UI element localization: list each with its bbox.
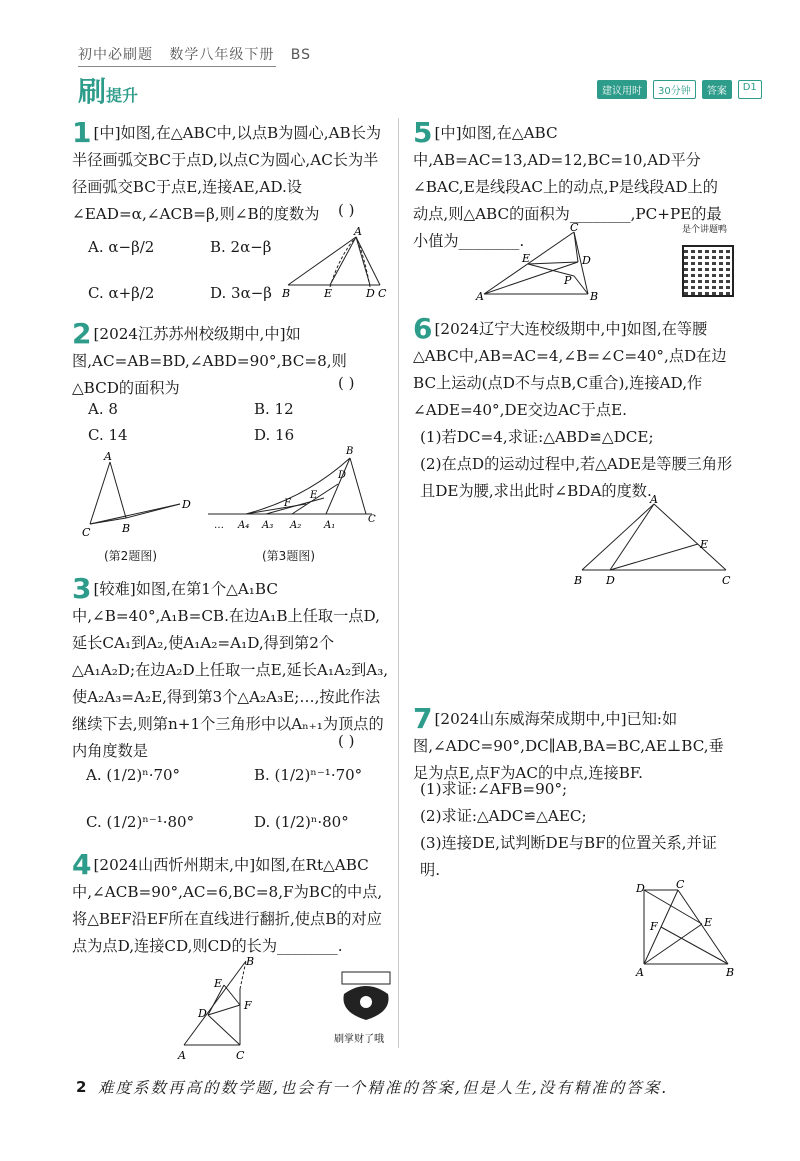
- question-text: [较难]如图,在第1个△A₁BC中,∠B=40°,A₁B=CB.在边A₁B上任取一点D,延长CA₁到A₂,使A₁A₂=A₁D,得到第2个△A₁A₂D;在边A₂D上任取一点E,延长A₁A₂到A₃,使A₂A₃=A₂E,得到第3个△A₂A₃E;…,按此作法继续下去,则第n+1个三角形中以Aₙ₊₁为顶点的内角度数是: [72, 580, 389, 760]
- q1-figure: [280, 225, 392, 305]
- svg-text:D: D: [366, 287, 375, 300]
- header-rule: [78, 66, 276, 67]
- question-text: [2024江苏苏州校级期中,中]如图,AC=AB=BD,∠ABD=90°,BC=8,则△BCD的面积为: [72, 325, 347, 397]
- footer-quote: 难度系数再高的数学题,也会有一个精准的答案,但是人生,没有精准的答案.: [98, 1079, 669, 1097]
- q6-figure: [572, 494, 742, 590]
- answer-paren: ( ): [338, 732, 355, 750]
- question-text: [中]如图,在△ABC中,以点B为圆心,AB长为半径画弧交BC于点D,以点C为圆心,AC长为半径画弧交BC于点E,连接AE,AD.设∠EAD=α,∠ACB=β,则∠B的度数为: [72, 124, 382, 223]
- qr-code[interactable]: [682, 245, 734, 297]
- svg-text:B: B: [282, 287, 291, 300]
- svg-text:D: D: [198, 1007, 207, 1020]
- svg-text:A₂: A₂: [290, 520, 302, 531]
- option-d: D. 16: [254, 426, 295, 444]
- svg-text:A: A: [476, 290, 484, 303]
- question-text: [2024山东威海荣成期中,中]已知:如图,∠ADC=90°,DC∥AB,BA=BC,AE⊥BC,垂足为点E,点F为AC的中点,连接BF.: [413, 710, 724, 782]
- svg-text:D: D: [606, 574, 615, 587]
- svg-text:B: B: [346, 446, 354, 457]
- option-a: A. (1/2)ⁿ·70°: [86, 766, 181, 784]
- option-c: C. α+β/2: [88, 284, 155, 302]
- question-number: 5: [413, 116, 433, 149]
- answer-badge: 答案: [702, 80, 732, 99]
- option-b: B. (1/2)ⁿ⁻¹·70°: [254, 766, 363, 784]
- svg-text:P: P: [564, 274, 572, 287]
- option-b: B. 12: [254, 400, 294, 418]
- question-number: 6: [413, 312, 433, 345]
- edition-label: BS: [290, 47, 311, 63]
- svg-text:B: B: [726, 966, 735, 979]
- sub-question-1: (1)求证:∠AFB=90°;: [420, 780, 568, 798]
- svg-text:A: A: [178, 1049, 186, 1062]
- svg-text:E: E: [310, 490, 318, 501]
- svg-text:B: B: [574, 574, 583, 587]
- brand-big: 刷: [78, 75, 107, 108]
- question-number: 7: [413, 702, 433, 735]
- q5-figure: [474, 222, 604, 306]
- svg-text:A₁: A₁: [324, 520, 336, 531]
- sub-question-1: (1)若DC=4,求证:△ABD≌△DCE;: [420, 428, 654, 446]
- column-divider: [398, 118, 399, 1048]
- svg-text:B: B: [246, 955, 255, 968]
- mascot-caption: 刷掌财了哦: [334, 1034, 384, 1045]
- option-a: A. 8: [88, 400, 118, 418]
- sub-question-2: (2)求证:△ADC≌△AEC;: [420, 807, 587, 825]
- qr-label: 是个讲题鸭: [682, 225, 728, 235]
- figure-caption-2: (第2题图): [104, 549, 157, 563]
- brand-small: 提升: [106, 86, 139, 105]
- svg-text:F: F: [650, 920, 658, 933]
- header-badges: [597, 80, 762, 99]
- svg-text:D: D: [338, 470, 347, 481]
- svg-text:E: E: [522, 252, 531, 265]
- svg-text:B: B: [122, 522, 131, 535]
- svg-text:A: A: [650, 494, 658, 506]
- option-b: B. 2α−β: [210, 238, 272, 256]
- svg-text:E: E: [704, 916, 713, 929]
- q2-figure: [80, 448, 200, 543]
- svg-text:C: C: [368, 514, 376, 525]
- q3-figure: [206, 442, 386, 537]
- question-4: [72, 848, 390, 960]
- svg-text:C: C: [722, 574, 731, 587]
- q4-figure: [176, 955, 266, 1063]
- brand-logo: [78, 70, 138, 110]
- svg-text:E: E: [214, 977, 223, 990]
- question-number: 3: [72, 572, 92, 605]
- svg-text:C: C: [236, 1049, 245, 1062]
- svg-text:A₃: A₃: [262, 520, 274, 531]
- svg-text:A: A: [354, 225, 362, 238]
- answer-paren: ( ): [338, 201, 355, 219]
- svg-text:…: …: [214, 520, 224, 531]
- option-d: D. 3α−β: [210, 284, 272, 302]
- svg-text:D: D: [182, 498, 191, 511]
- question-number: 1: [72, 116, 92, 149]
- svg-text:F: F: [284, 498, 291, 509]
- svg-text:A: A: [104, 450, 112, 463]
- svg-text:D: D: [636, 882, 645, 895]
- question-number: 4: [72, 848, 92, 881]
- option-a: A. α−β/2: [88, 238, 155, 256]
- time-badge: 30分钟: [653, 80, 696, 99]
- series-title: 初中必刷题: [78, 47, 153, 63]
- svg-text:A: A: [636, 966, 644, 979]
- question-text: [中]如图,在△ABC中,AB=AC=13,AD=12,BC=10,AD平分∠BAC,E是线段AC上的动点,P是线段AD上的动点,则△ABC的面积为________,PC+PE的最小值为________.: [413, 124, 722, 250]
- svg-text:E: E: [700, 538, 709, 551]
- option-c: C. (1/2)ⁿ⁻¹·80°: [86, 813, 195, 831]
- question-6: [413, 312, 731, 424]
- svg-text:F: F: [244, 999, 252, 1012]
- page-number: 2: [76, 1078, 87, 1096]
- svg-text:D: D: [582, 254, 591, 267]
- svg-text:E: E: [324, 287, 333, 300]
- svg-text:C: C: [378, 287, 387, 300]
- svg-text:C: C: [82, 526, 91, 539]
- question-text: [2024辽宁大连校级期中,中]如图,在等腰△ABC中,AB=AC=4,∠B=∠C=40°,点D在边BC上运动(点D不与点B,C重合),连接AD,作∠ADE=40°,DE交边AC于点E.: [413, 320, 727, 419]
- svg-text:B: B: [590, 290, 599, 303]
- svg-text:C: C: [676, 880, 685, 891]
- page-ref-badge: D1: [738, 80, 762, 99]
- option-d: D. (1/2)ⁿ·80°: [254, 813, 349, 831]
- q7-figure: [632, 880, 742, 980]
- option-c: C. 14: [88, 426, 128, 444]
- header-series: [78, 44, 311, 64]
- svg-text:A₄: A₄: [238, 520, 250, 531]
- sub-question-3: (3)连接DE,试判断DE与BF的位置关系,并证明.: [420, 834, 717, 879]
- answer-paren: ( ): [338, 374, 355, 392]
- sub-question-2: (2)在点D的运动过程中,若△ADE是等腰三角形且DE为腰,求出此时∠BDA的度数.: [420, 455, 733, 500]
- book-title: 数学八年级下册: [169, 47, 275, 63]
- svg-text:C: C: [570, 222, 579, 234]
- question-text: [2024山西忻州期末,中]如图,在Rt△ABC中,∠ACB=90°,AC=6,BC=8,F为BC的中点,将△BEF沿EF所在直线进行翻折,使点B的对应点为点D,连接CD,则CD的长为________.: [72, 856, 383, 955]
- question-number: 2: [72, 317, 92, 350]
- figure-caption-3: (第3题图): [262, 549, 315, 563]
- question-7: [413, 702, 731, 787]
- time-label-badge: 建议用时: [597, 80, 647, 99]
